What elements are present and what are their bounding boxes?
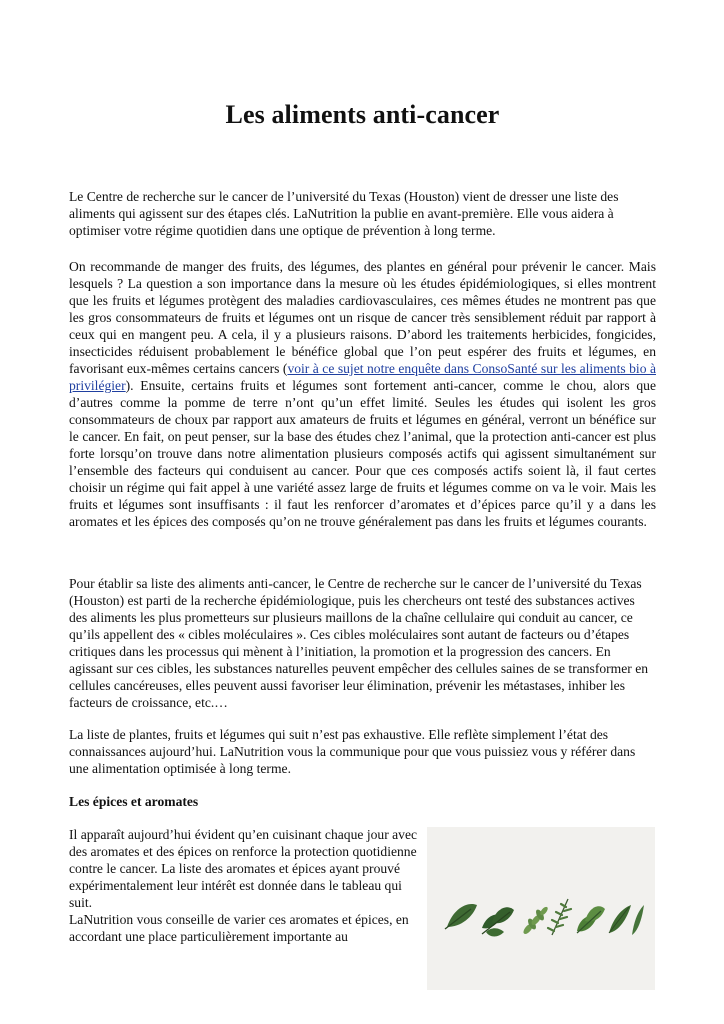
herb-sprig xyxy=(445,904,477,929)
paragraph-methodology: Pour établir sa liste des aliments anti-cancer, le Centre de recherche sur le cancer de l’université du Texas (Houston) est parti de la recherche épidémiologique, puis les chercheurs ont testé des substances actives des aliments les plus prometteurs sur plusieurs maillons de la chaîne cellulaire qui conduit au cancer, ce qu’ils appellent des « cibles moléculaires ». Ces cibles moléculaires sont autant de facteurs ou d’étapes critiques dans les processus qui mènent à l’initiation, la promotion et la progression des cancers. En agissant sur ces cibles, les substances naturelles peuvent empêcher des cellules saines de se transformer en cellules cancéreuses, elles peuvent aussi favoriser leur élimination, prévenir les métastases, inhiber les facteurs de croissance, etc.… xyxy=(69,576,649,710)
intro-paragraph: Le Centre de recherche sur le cancer de l’université du Texas (Houston) vient de dresser une liste des aliments qui agissent sur des étapes clés. LaNutrition la publie en avant-première. Elle vous aidera à optimiser votre régime quotidien dans une optique de prévention à long terme. xyxy=(69,189,619,238)
page-title: Les aliments anti-cancer xyxy=(225,100,500,129)
herb-sprig xyxy=(632,905,644,935)
herb-leaves-photo xyxy=(427,827,655,990)
paragraph-spices xyxy=(69,826,427,945)
paragraph-text: On recommande de manger des fruits, des légumes, des plantes en général pour prévenir le cancer. Mais lesquels ? La question a son importance dans la mesure où les études épidémiologiques, si elles montrent que les fruits et légumes protègent des maladies cardiovasculaires, ces mêmes études ne montrent pas que les gros consommateurs de fruits et légumes ont un risque de cancer très sensiblement réduit par rapport à ceux qui en mangent peu. A cela, il y a plusieurs raisons. D’abord les traitements herbicides, fongicides, insecticides réduisent probablement le bénéfice global que l’on peut espérer des fruits et légumes, en favorisant eux-mêmes certains cancers ( xyxy=(69,259,656,376)
herb-sprig xyxy=(522,906,549,936)
herb-leaves-icon xyxy=(427,827,655,990)
herb-sprig xyxy=(548,899,571,935)
paragraph-list-note: La liste de plantes, fruits et légumes qui suit n’est pas exhaustive. Elle reflète simplement l’état des connaissances aujourd’hui. LaNutrition vous la communique pour que vous puissiez vous y référer dans une alimentation optimisée à long terme. xyxy=(69,727,636,776)
herb-sprig xyxy=(482,907,514,936)
herb-sprig xyxy=(609,905,631,933)
herb-sprig xyxy=(577,906,605,933)
consosante-survey-link[interactable]: voir à ce sujet notre enquête dans ConsoSanté sur les aliments bio à privilégier xyxy=(69,361,656,393)
section-heading: Les épices et aromates xyxy=(69,794,199,809)
paragraph-recommendations xyxy=(69,258,656,530)
paragraph-text: LaNutrition vous conseille de varier ces aromates et épices, en accordant une place particulièrement importante au xyxy=(69,912,409,944)
paragraph-text: ). Ensuite, certains fruits et légumes sont fortement anti-cancer, comme le chou, alors que d’autres comme la pomme de terre n’ont qu’un effet limité. Seules les études qui isolent les gros consommateurs de choux par rapport aux amateurs de fruits et légumes en général, verront un bénéfice sur le cancer. En fait, on peut penser, sur la base des études chez l’animal, que la protection anti-cancer est plus forte lorsqu’on trouve dans notre alimentation plusieurs composés actifs qui agissent simultanément sur l’ensemble des facteurs qui conduisent au cancer. Pour que ces composés actifs soient là, il faut certes choisir un régime qui fait appel à une variété assez large de fruits et légumes comme on va le voir. Mais les fruits et légumes sont insuffisants : il faut les renforcer d’aromates et d’épices parce qu’il y a dans les aromates et les épices des composés qu’on ne trouve généralement pas dans les fruits et légumes courants. xyxy=(69,378,656,529)
paragraph-text: Il apparaît aujourd’hui évident qu’en cuisinant chaque jour avec des aromates et des épices on renforce la protection quotidienne contre le cancer. La liste des aromates et épices ayant prouvé expérimentalement leur intérêt est donnée dans le tableau qui suit. xyxy=(69,827,418,910)
